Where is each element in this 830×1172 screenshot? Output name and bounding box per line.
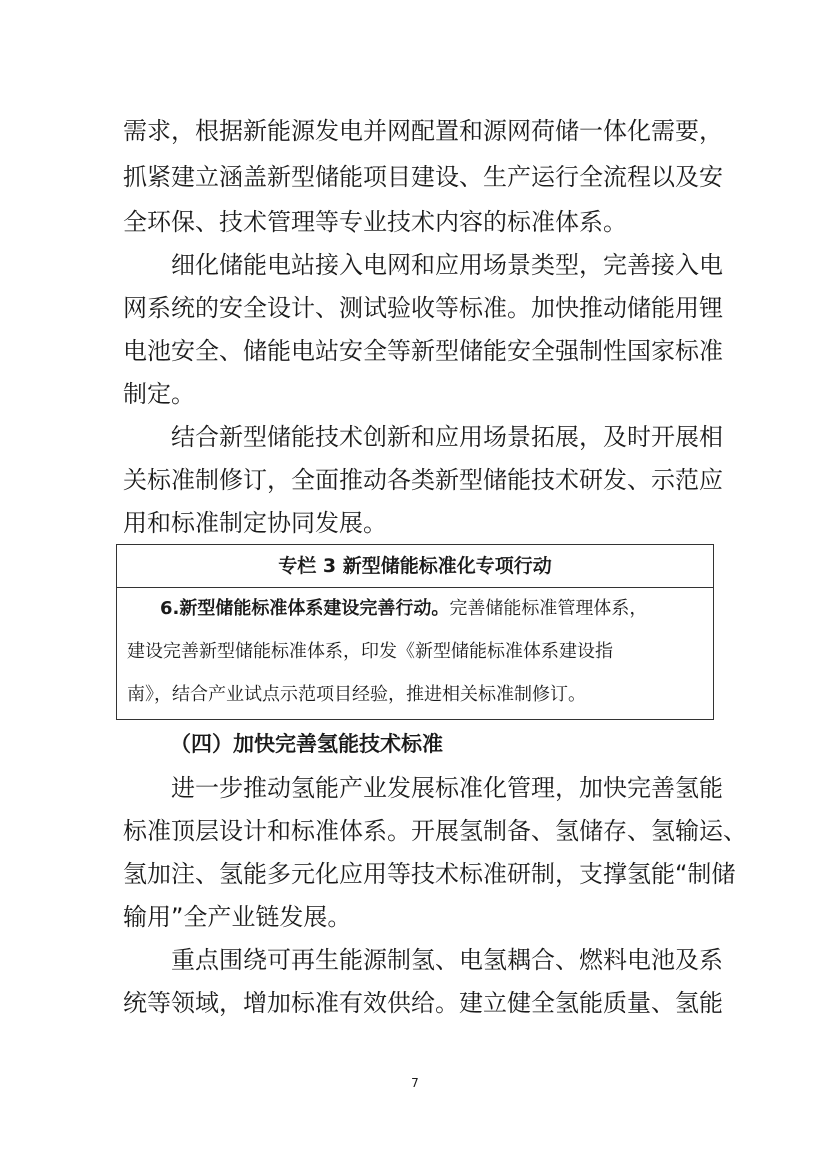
- page-number: 7: [411, 1076, 419, 1090]
- paragraph-line: 结合新型储能技术创新和应用场景拓展，及时开展相: [171, 423, 723, 451]
- paragraph-line: 标准顶层设计和标准体系。开展氢制备、氢储存、氢输运、: [123, 817, 747, 845]
- paragraph-line: 进一步推动氢能产业发展标准化管理，加快完善氢能: [171, 774, 723, 802]
- box-line: 南》，结合产业试点示范项目经验，推进相关标准制修订。: [127, 684, 586, 705]
- box-line: 建设完善新型储能标准体系，印发《新型储能标准体系建设指: [127, 641, 613, 662]
- paragraph-line: 网系统的安全设计、测试验收等标准。加快推动储能用锂: [123, 294, 723, 322]
- paragraph-line: 重点围绕可再生能源制氢、电氢耦合、燃料电池及系: [171, 946, 723, 974]
- paragraph-line: 氢加注、氢能多元化应用等技术标准研制，支撑氢能“制储: [123, 860, 736, 888]
- paragraph-line: 用和标准制定协同发展。: [123, 509, 387, 537]
- box-line-text: 完善储能标准管理体系，: [449, 598, 648, 619]
- paragraph-line: 全环保、技术管理等专业技术内容的标准体系。: [123, 208, 627, 236]
- box-lead-bold: 6.新型储能标准体系建设完善行动。: [160, 598, 450, 619]
- paragraph-line: 需求，根据新能源发电并网配置和源网荷储一体化需要，: [123, 117, 723, 145]
- box-line: [160, 596, 713, 622]
- special-column-box: [116, 544, 714, 720]
- box-title: 专栏 3 新型储能标准化专项行动: [117, 545, 713, 588]
- paragraph-line: 电池安全、储能电站安全等新型储能安全强制性国家标准: [123, 337, 723, 365]
- paragraph-line: 制定。: [123, 380, 195, 408]
- paragraph-line: 关标准制修订，全面推动各类新型储能技术研发、示范应: [123, 466, 723, 494]
- paragraph-line: 输用”全产业链发展。: [123, 903, 352, 931]
- paragraph-line: 细化储能电站接入电网和应用场景类型，完善接入电: [171, 251, 723, 279]
- paragraph-line: 统等领域，增加标准有效供给。建立健全氢能质量、氢能: [123, 989, 723, 1017]
- section-heading: （四）加快完善氢能技术标准: [170, 732, 443, 756]
- paragraph-line: 抓紧建立涵盖新型储能项目建设、生产运行全流程以及安: [123, 163, 723, 191]
